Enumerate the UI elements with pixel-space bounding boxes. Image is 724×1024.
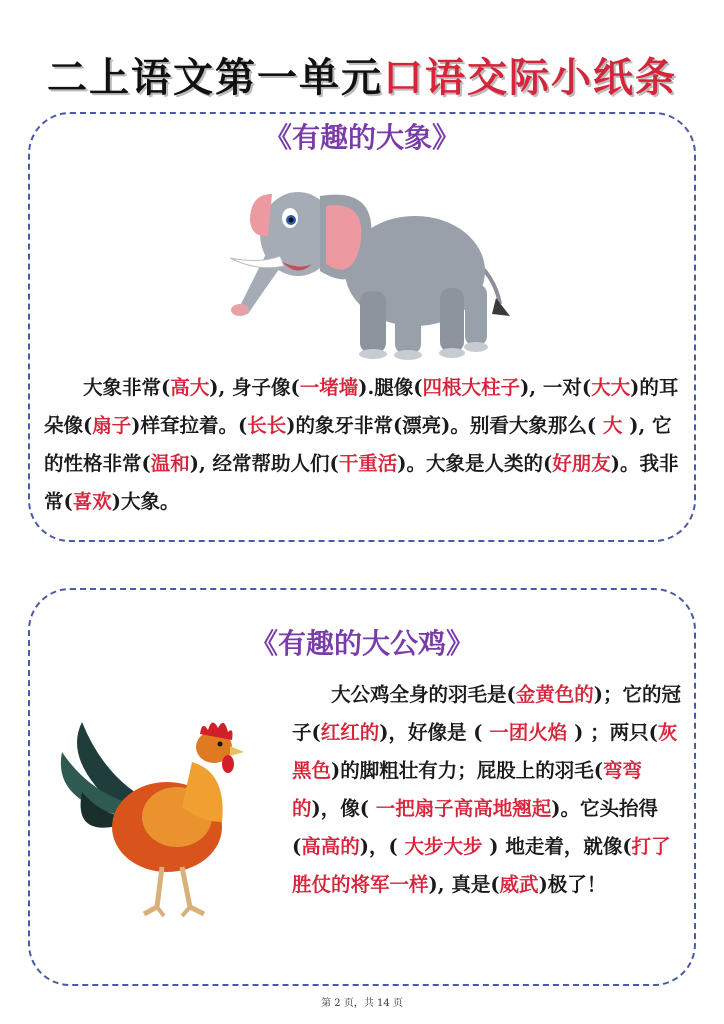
paragraph-text: ) ；两只( [567, 721, 658, 744]
answer-text: 大步大步 [404, 835, 483, 858]
page-title-black: 二上语文第一单元 [47, 54, 383, 101]
paragraph-text: )大象。 [111, 490, 180, 513]
elephant-card [28, 112, 696, 542]
page-footer: 第 2 页，共 14 页 [321, 998, 403, 1009]
paragraph-text: ) 地走着，就像( [482, 835, 632, 858]
paragraph-text: )的象牙非常(漂亮)。别看大象那么( [286, 414, 603, 437]
rooster-icon [52, 702, 282, 932]
answer-text: 威武 [499, 873, 539, 896]
page-title [0, 46, 724, 103]
paragraph-text: ), 真是( [428, 873, 500, 896]
page-title-red: 口语交际小纸条 [383, 54, 677, 101]
answer-text: 一把扇子高高地翘起 [375, 797, 552, 820]
answer-text: 打了胜仗的将军一样 [292, 835, 671, 896]
paragraph-text: ), 身子像( [209, 376, 300, 399]
answer-text: 大大 [591, 376, 631, 399]
paragraph-text: 大象非常( [83, 376, 171, 399]
paragraph-text: )样耷拉着。( [131, 414, 248, 437]
answer-text: 金黄色的 [515, 683, 594, 706]
section-title-elephant: 《有趣的大象》 [263, 121, 460, 154]
paragraph-text: )的耳朵像( [44, 376, 679, 437]
answer-text: 四根大柱子 [422, 376, 521, 399]
answer-text: 红红的 [320, 721, 380, 744]
paragraph-text: )。它头抬得( [292, 797, 659, 858]
rooster-paragraph [292, 676, 684, 904]
answer-text: 喜欢 [72, 490, 112, 513]
paragraph-text: ), 一对( [520, 376, 592, 399]
answer-text: 高高的 [301, 835, 360, 858]
answer-text: 扇子 [92, 414, 132, 437]
paragraph-text: )，好像是 ( [379, 721, 490, 744]
answer-text: 温和 [150, 452, 190, 475]
answer-text: 干重活 [338, 452, 398, 475]
answer-text: 长长 [247, 414, 287, 437]
answer-text: 一团火焰 [489, 721, 568, 744]
section-title-rooster: 《有趣的大公鸡》 [249, 627, 474, 660]
paragraph-text: )，( [359, 835, 405, 858]
rooster-card [28, 588, 696, 986]
paragraph-text: )；它的冠子( [292, 683, 681, 744]
answer-text: 高大 [170, 376, 210, 399]
paragraph-text: ), 它的性格非常( [44, 414, 672, 475]
answer-text: 灰黑色 [292, 721, 678, 782]
answer-text: 一堵墙 [299, 376, 359, 399]
paragraph-text: )。大象是人类的( [397, 452, 553, 475]
answer-text: 弯弯的 [292, 759, 642, 820]
paragraph-text: )。我非常( [44, 452, 679, 513]
paragraph-text: ).腿像( [358, 376, 423, 399]
answer-text: 好朋友 [552, 452, 611, 475]
paragraph-text: 大公鸡全身的羽毛是( [331, 683, 516, 706]
paragraph-text: )的脚粗壮有力；屁股上的羽毛( [331, 759, 603, 782]
paragraph-text: ), 经常帮助人们( [189, 452, 339, 475]
elephant-icon [220, 176, 520, 366]
elephant-paragraph [44, 369, 684, 521]
paragraph-text: )极了！ [538, 873, 607, 896]
answer-text: 大 [602, 414, 623, 437]
paragraph-text: )，像( [311, 797, 376, 820]
